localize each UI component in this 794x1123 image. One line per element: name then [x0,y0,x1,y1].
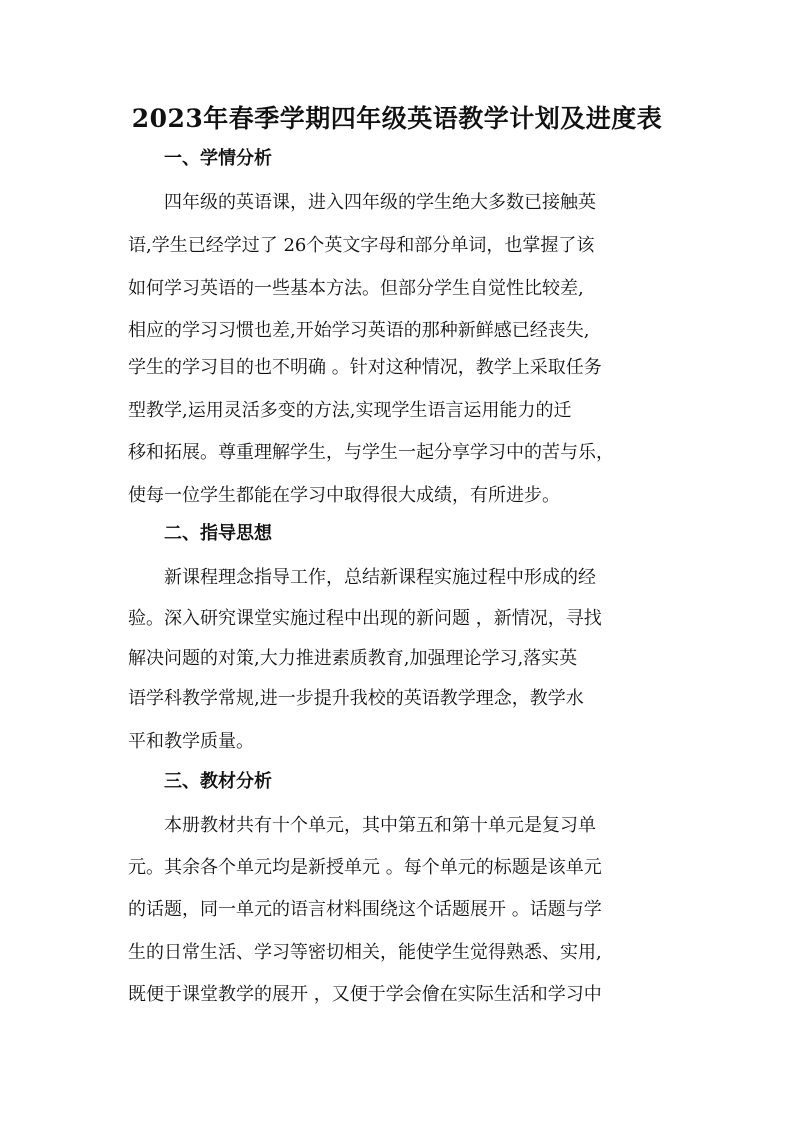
paragraph-line: 元。其余各个单元均是新授单元 。每个单元的标题是该单元 [128,857,602,878]
paragraph-line: 平和教学质量。 [128,731,254,752]
section-heading-student-analysis: 一、学情分析 [164,148,272,169]
paragraph-line: 型教学,运用灵活多变的方法,实现学生语言运用能力的迁 [128,400,572,421]
paragraph-line: 验。深入研究课堂实施过程中出现的新问题 ，新情况，寻找 [128,608,602,629]
paragraph-line: 移和拓展。尊重理解学生，与学生一起分享学习中的苦与乐， [128,442,614,463]
paragraph-line: 如何学习英语的一些基本方法。但部分学生自觉性比较差, [128,278,584,299]
paragraph-line: 使每一位学生都能在学习中取得很大成绩，有所进步。 [128,485,560,506]
paragraph-line: 解决问题的对策,大力推进素质教育,加强理论学习,落实英 [128,648,578,669]
paragraph-line: 语学科教学常规,进一步提升我校的英语教学理念，教学水 [128,688,584,709]
paragraph-line: 本册教材共有十个单元，其中第五和第十单元是复习单 [164,815,596,836]
document-title: 2023年春季学期四年级英语教学计划及进度表 [131,104,663,133]
paragraph-line: 四年级的英语课，进入四年级的学生绝大多数已接触英 [164,192,596,213]
paragraph-line: 的话题，同一单元的语言材料围绕这个话题展开 。话题与学 [128,899,602,920]
section-heading-textbook-analysis: 三、教材分析 [164,771,272,792]
paragraph-line: 既便于课堂教学的展开 ，又便于学会儈在实际生活和学习中 [128,984,602,1005]
paragraph-line: 生的日常生活、学习等密切相关，能使学生觉得熟悉、实用, [128,942,602,963]
paragraph-line: 学生的学习目的也不明确 。针对这种情况，教学上采取任务 [128,357,602,378]
paragraph-line: 语,学生已经学过了 26个英文字母和部分单词，也掌握了该 [128,235,595,256]
section-heading-guiding-ideology: 二、指导思想 [164,523,272,544]
paragraph-line: 相应的学习习惯也差,开始学习英语的那种新鲜感已经丧失, [128,320,590,341]
paragraph-line: 新课程理念指导工作，总结新课程实施过程中形成的经 [164,567,596,588]
